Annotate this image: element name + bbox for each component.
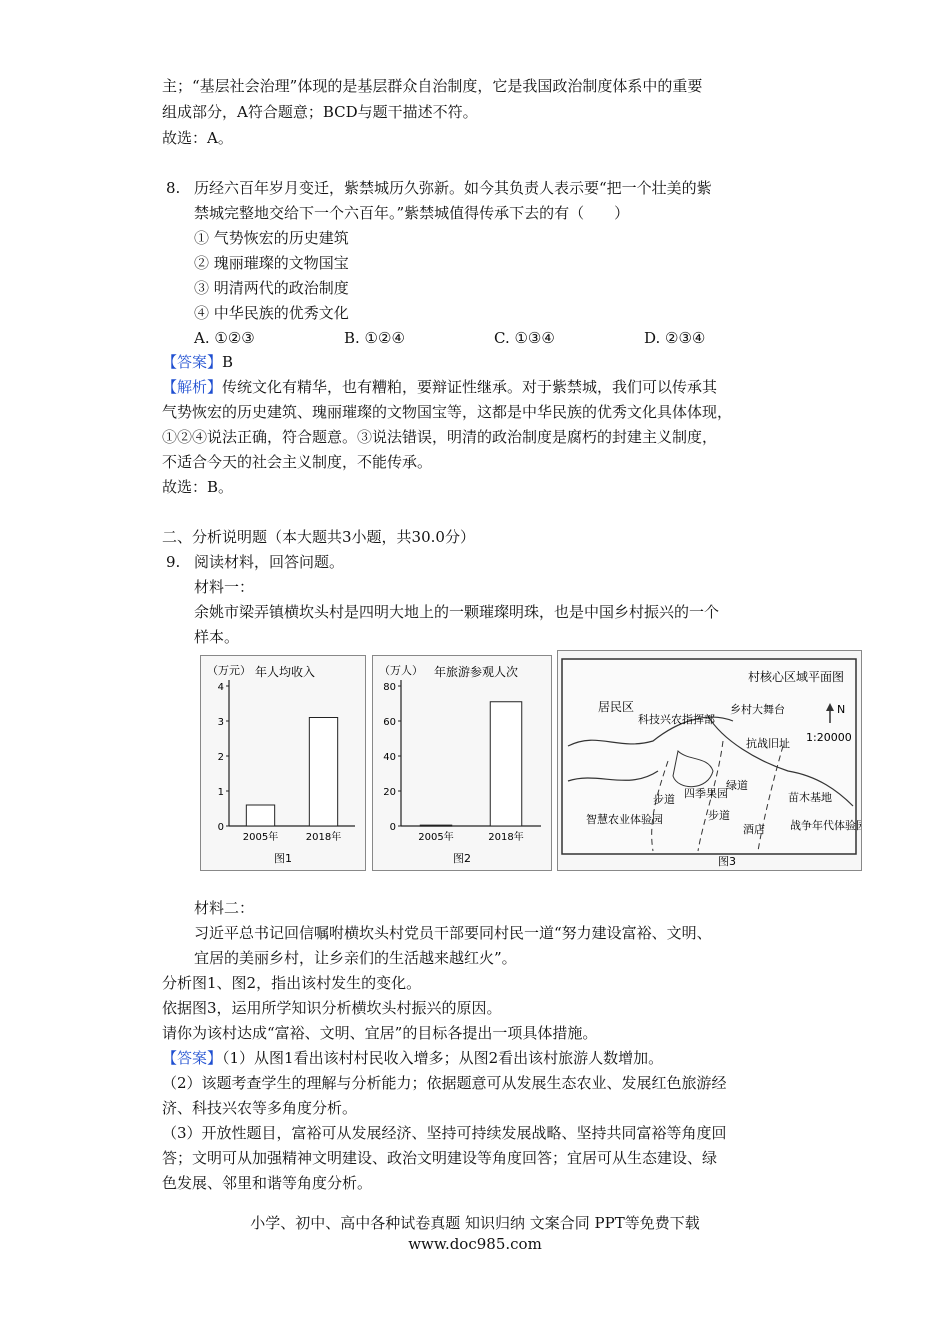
q9-number: 9. [166,553,181,571]
q8-item-1: ① 气势恢宏的历史建筑 [194,229,349,247]
chart-1-bar [309,718,337,827]
footer-line-1: 小学、初中、高中各种试卷真题 知识归纳 文案合同 PPT等免费下载 [250,1214,700,1232]
map-label-nursery: 苗木基地 [788,791,832,804]
q8-answer-value: B [222,353,234,371]
q8-analysis-2: 气势恢宏的历史建筑、瑰丽璀璨的文物国宝等，这都是中华民族的优秀文化具体体现， [162,403,733,421]
chart-1-category-label: 2018年 [305,832,342,843]
map-caption: 图3 [718,855,736,868]
chart-2-ytick-label: 40 [383,752,396,763]
chart-1-ytick-label: 4 [217,682,224,693]
chart-2-ytick-label: 0 [389,822,396,833]
chart-2-ytick-label: 20 [383,787,396,798]
figure-3-map-svg [558,651,861,870]
chart-1-unit: （万元） [207,664,251,677]
q9-answer-1 [162,1048,663,1068]
q9-ask-2: 依据图3，运用所学知识分析横坎头村振兴的原因。 [162,999,502,1017]
map-label-walk-2: 步道 [708,809,730,822]
q9-answer-tag: 【答案】 [162,1049,223,1067]
q9-material-2-line-1: 习近平总书记回信嘱咐横坎头村党员干部要同村民一道“努力建设富裕、文明、 [194,924,712,942]
map-label-hotel: 酒店 [743,823,765,836]
top-line-2: 组成部分，A符合题意；BCD与题干描述不符。 [162,103,478,121]
q9-answer-3a: （3）开放性题目，富裕可从发展经济、坚持可持续发展战略、坚持共同富裕等角度回 [162,1124,727,1142]
top-choose: 故选：A。 [162,129,233,147]
q9-material-2-line-2: 宜居的美丽乡村，让乡亲们的生活越来越红火”。 [194,949,517,967]
q9-ask-1: 分析图1、图2，指出该村发生的变化。 [162,974,422,992]
map-label-orchard: 四季果园 [684,787,728,800]
q8-option-b: B. ①②④ [344,329,405,347]
q8-number: 8. [166,179,181,197]
figure-2-chart [373,656,551,870]
map-label-stage: 乡村大舞台 [730,703,785,716]
q8-choose: 故选：B。 [162,478,234,496]
figure-3-map [557,650,862,871]
q8-analysis-1 [162,377,717,397]
top-line-1: 主；“基层社会治理”体现的是基层群众自治制度，它是我国政治制度体系中的重要 [162,77,703,95]
figure-2 [372,655,552,871]
q8-stem-2: 禁城完整地交给下一个六百年。”紫禁城值得传承下去的有（ ） [194,204,630,222]
chart-2-title: 年旅游参观人次 [434,665,519,679]
map-title: 村核心区域平面图 [748,670,845,684]
q8-analysis-tag: 【解析】 [162,378,223,396]
q8-analysis-4: 不适合今天的社会主义制度，不能传承。 [162,453,433,471]
q9-material-1-title: 材料一： [194,578,255,596]
chart-2-category-label: 2005年 [418,832,454,843]
q9-material-1-line-1: 余姚市梁弄镇横坎头村是四明大地上的一颗璀璨明珠，也是中国乡村振兴的一个 [194,603,720,621]
q9-answer-2b: 济、科技兴农等多角度分析。 [162,1099,358,1117]
chart-1-ytick-label: 3 [217,717,224,728]
q8-item-3: ③ 明清两代的政治制度 [194,279,349,297]
map-label-residential: 居民区 [598,700,635,714]
q9-answer-3b: 答；文明可从加强精神文明建设、政治文明建设等角度回答；宜居可从生态建设、绿 [162,1149,718,1167]
chart-1-category-label: 2005年 [242,832,279,843]
map-label-walk-1: 步道 [653,793,675,806]
q8-option-d: D. ②③④ [644,329,706,347]
q9-ask-3: 请你为该村达成“富裕、文明、宜居”的目标各提出一项具体措施。 [162,1024,598,1042]
q9-answer-1-text: （1）从图1看出该村村民收入增多；从图2看出该村旅游人数增加。 [222,1049,664,1067]
q9-material-2-title: 材料二： [194,899,255,917]
chart-1-ytick-label: 1 [217,787,224,798]
q8-option-c: C. ①③④ [494,329,555,347]
q9-material-1-line-2: 样本。 [194,628,240,646]
map-label-war: 战争年代体验园 [790,819,861,832]
q8-option-a: A. ①②③ [194,329,255,347]
q9-stem: 阅读材料，回答问题。 [194,553,345,571]
footer-url: www.doc985.com [408,1235,542,1253]
chart-2-ytick-label: 80 [383,682,396,693]
q8-analysis-text-1: 传统文化有精华，也有糟粕，要辩证性继承。对于紫禁城，我们可以传承其 [222,378,718,396]
q8-item-4: ④ 中华民族的优秀文化 [194,304,349,322]
chart-1-bar [246,805,274,826]
chart-2-bar [490,702,522,826]
chart-2-ytick-label: 60 [383,717,396,728]
q8-answer-tag: 【答案】 [162,353,223,371]
q8-item-2: ② 瑰丽璀璨的文物国宝 [194,254,349,272]
figure-1-chart [201,656,365,870]
section-2-title: 二、分析说明题（本大题共3小题，共30.0分） [162,528,475,546]
chart-1-title: 年人均收入 [255,665,316,679]
chart-1-ytick-label: 2 [217,752,224,763]
q8-stem-1: 历经六百年岁月变迁，紫禁城历久弥新。如今其负责人表示要“把一个壮美的紫 [194,179,712,197]
q8-analysis-3: ①②④说法正确，符合题意。③说法错误，明清的政治制度是腐朽的封建主义制度， [162,428,718,446]
chart-2-category-label: 2018年 [488,832,524,843]
q8-answer [162,352,233,372]
map-label-smart: 智慧农业体验园 [586,813,663,826]
q9-answer-2a: （2）该题考查学生的理解与分析能力；依据题意可从发展生态农业、发展红色旅游经 [162,1074,727,1092]
chart-2-bar [420,825,452,826]
map-scale: 1:20000 [806,731,852,744]
chart-1-ytick-label: 0 [217,822,224,833]
chart-2-unit: （万人） [379,664,423,677]
map-label-tech: 科技兴农指挥部 [638,713,715,726]
chart-2-caption: 图2 [453,852,471,865]
map-label-greenway: 绿道 [726,779,748,792]
figure-1 [200,655,366,871]
chart-1-caption: 图1 [274,852,292,865]
q9-answer-3c: 色发展、邻里和谐等角度分析。 [162,1174,373,1192]
map-label-site: 抗战旧址 [746,737,790,750]
map-north: N [837,703,846,716]
